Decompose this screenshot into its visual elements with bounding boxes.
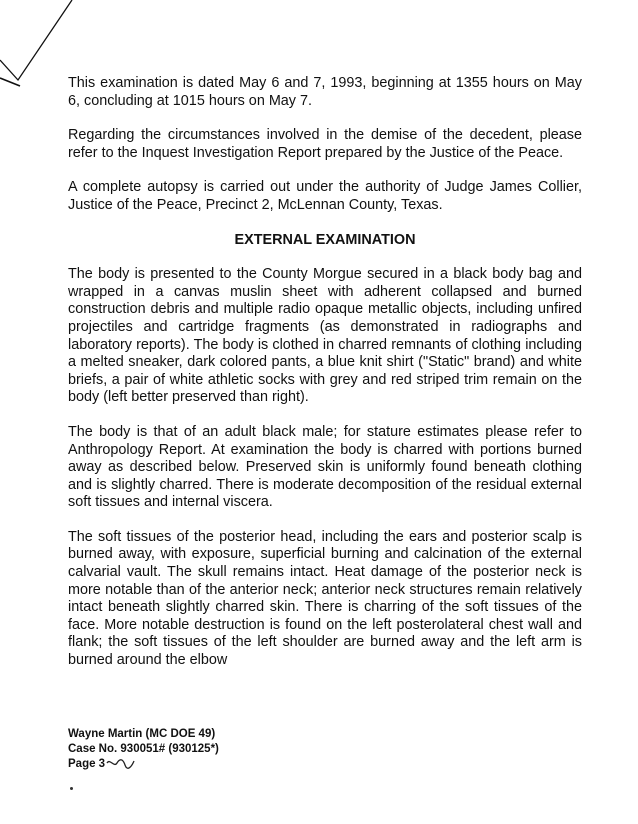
- paragraph-circumstances: Regarding the circumstances involved in the demise of the decedent, please refer to the Inquest Investigation Report prepared by the Justice of the Peace.: [68, 127, 582, 161]
- handwritten-scribble: [106, 757, 136, 771]
- paragraph-body-description: The body is that of an adult black male; for stature estimates please refer to Anthropology Report. At examination the body is charred with portions burned away as described below. Preserved skin is uniformly found beneath clothing and is slightly charred. There is moderate decomposition of the residual external soft tissues and internal viscera.: [68, 423, 582, 511]
- document-body: [68, 75, 582, 687]
- page-footer: [68, 727, 219, 772]
- paragraph-authority: A complete autopsy is carried out under the authority of Judge James Collier, Justice of the Peace, Precinct 2, McLennan County, Texas.: [68, 179, 582, 213]
- footer-case-number: Case No. 930051# (930125*): [68, 743, 219, 755]
- paragraph-exam-date: This examination is dated May 6 and 7, 1993, beginning at 1355 hours on May 6, concluding at 1015 hours on May 7.: [68, 75, 582, 109]
- footer-page-line: [68, 757, 219, 772]
- footer-page-number: Page 3: [68, 758, 106, 771]
- paragraph-soft-tissues: The soft tissues of the posterior head, including the ears and posterior scalp is burned away, with exposure, superficial burning and calcination of the external calvarial vault. The skull remains intact. Heat damage of the posterior neck is more notable than of the anterior neck; anterior neck structures remain relatively intact beneath slightly charred skin. There is charring of the soft tissues of the face. More notable destruction is found on the left posterolateral chest wall and flank; the soft tissues of the left shoulder are burned away and the left arm is burned around the elbow: [68, 528, 582, 669]
- scan-speck: [70, 787, 73, 790]
- paragraph-presentation: The body is presented to the County Morgue secured in a black body bag and wrapped in a canvas muslin sheet with adherent collapsed and burned construction debris and multiple radio opaque metallic objects, including unfired projectiles and cartridge fragments (as demonstrated in radiographs and laboratory reports). The body is clothed in charred remnants of clothing including a melted sneaker, dark colored pants, a blue knit shirt ("Static" brand) and white briefs, a pair of white athletic socks with grey and red striped trim remain on the body (left better preserved than right).: [68, 266, 582, 406]
- footer-name: Wayne Martin (MC DOE 49): [68, 728, 216, 740]
- section-heading: EXTERNAL EXAMINATION: [234, 231, 416, 248]
